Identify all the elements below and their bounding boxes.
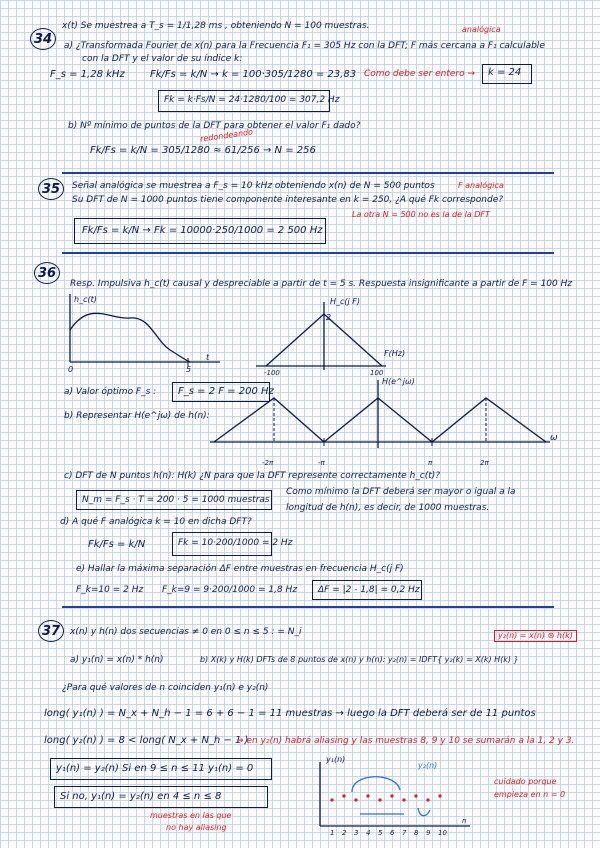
p36-e2: F_k=9 = 9·200/1000 = 1,8 Hz (162, 585, 298, 595)
hc-t0: 0 (68, 365, 74, 374)
p37-long2a: long( y₂(n) ) = 8 < long( N_x + N_h − 1 ) (44, 735, 249, 746)
x-tick-2: 2 (342, 829, 347, 837)
Hc-two: 2 (326, 313, 332, 322)
p37-redbox: y₂(n) = x(n) ⊛ h(k) (494, 630, 577, 642)
p35-eq: Fk/Fs = k/N → Fk = 10000·250/1000 = 2 500 Hz (82, 225, 323, 236)
p34-part-a-2: con la DFT y el valor de su índice k: (82, 54, 243, 64)
x-axis-n: n (462, 817, 467, 825)
problem-number-37: 37 (38, 620, 64, 642)
hc-label: h_c(t) (74, 295, 97, 304)
Hejw-label: H(e^jω) (382, 377, 415, 386)
p36-nm-note2: longitud de h(n), es decir, de 1000 muestras. (286, 503, 490, 513)
p36-part-e: e) Hallar la máxima separación ΔF entre muestras en frecuencia H_c(j F) (76, 564, 404, 574)
p37-eqa: y₁(n) = y₂(n) Si en 9 ≤ n ≤ 11 y₁(n) = 0 (56, 763, 254, 774)
p34-line1: x(t) Se muestrea a T_s = 1/1,28 ms , obteniendo N = 100 muestras. (62, 21, 370, 31)
Hc-freq-graph (256, 297, 396, 380)
p37-note1: muestras en las que (150, 811, 232, 820)
Hc-label: H_c(j F) (330, 297, 361, 306)
x-tick-9: 9 (426, 829, 431, 837)
problem-number-36: 36 (34, 262, 60, 284)
p37-note2: no hay aliasing (166, 823, 227, 832)
tick-mpi: -π (318, 459, 325, 467)
p34-note1: Como debe ser entero → (364, 69, 475, 79)
x-tick-6: 6 (390, 829, 395, 837)
p37-eqb: Si no, y₁(n) = y₂(n) en 4 ≤ n ≤ 8 (60, 791, 222, 802)
p37-long1: long( y₁(n) ) = N_x + N_h − 1 = 6 + 6 − 1 = 11 muestras → luego la DFT deberá ser de 11 puntos (44, 708, 536, 719)
p37-question: ¿Para qué valores de n coinciden y₁(n) e y₂(n) (62, 683, 269, 693)
separator-34 (62, 172, 554, 174)
p37-care2: empieza en n = 0 (494, 790, 566, 799)
p34-anno-analogica: analógica (462, 25, 501, 34)
x-tick-3: 3 (354, 829, 359, 837)
p36-eqd2: Fk = 10·200/1000 = 2 Hz (178, 538, 293, 548)
Hejw-omega: ω (550, 433, 558, 443)
p34-fs: F_s = 1,28 kHz (50, 69, 125, 80)
p35-fanalogica: F analógica (458, 181, 504, 190)
p36-part-a: a) Valor óptimo F_s : (64, 387, 157, 397)
p36-nm: N_m = F_s · T = 200 · 5 = 1000 muestras (82, 495, 270, 505)
p36-nm-note1: Como mínimo la DFT deberá ser mayor o igual a la (286, 487, 516, 497)
p36-part-d: d) A qué F analógica k = 10 en dicha DFT? (60, 517, 252, 527)
y2-plot-label: y₂(n) (418, 761, 438, 770)
x-tick-10: 10 (438, 829, 447, 837)
p34-eq2: Fk = k·Fs/N = 24·1280/100 = 307,2 Hz (164, 95, 340, 105)
p34-eq3: Fk/Fs = k/N = 305/1280 ≈ 61/256 → N = 256 (90, 145, 316, 156)
p34-part-b: b) Nº mínimo de puntos de la DFT para obtener el valor F₁ dado? (68, 121, 361, 131)
x-tick-4: 4 (366, 829, 371, 837)
p37-long2b: → en y₂(n) habrá aliasing y las muestras 8, 9 y 10 se sumarán a la 1, 2 y 3. (236, 736, 575, 746)
p35-note: La otra N = 500 no es la de la DFT (352, 210, 490, 219)
tick-m2pi: -2π (262, 459, 274, 467)
separator-36 (62, 606, 554, 608)
p36-part-b: b) Representar H(e^jω) de h(n): (64, 411, 210, 421)
yn-axis-label: y₁(n) (326, 755, 346, 764)
p36-e1: F_k=10 = 2 Hz (76, 585, 144, 595)
p36-part-c: c) DFT de N puntos h(n): H(k) ¿N para que la DFT represente correctamente h_c(t)? (64, 471, 441, 481)
tick-2pi: 2π (480, 459, 489, 467)
Hc-100: 100 (370, 369, 384, 377)
hc-t5: 5 (186, 365, 192, 374)
p34-redondeando: redondeando (199, 127, 254, 144)
x-tick-5: 5 (378, 829, 383, 837)
p37-care1: cuidado porque (494, 777, 557, 786)
p37-part-a: a) y₁(n) = x(n) * h(n) (70, 655, 164, 665)
p34-k: k = 24 (488, 67, 522, 78)
p36-eqd1: Fk/Fs = k/N (88, 539, 146, 550)
hc-t-axis: t (206, 353, 210, 362)
Hejw-graph (210, 378, 560, 458)
x-tick-8: 8 (414, 829, 419, 837)
p36-fs-opt: F_s = 2 F = 200 Hz (178, 386, 274, 397)
p35-line2: Su DFT de N = 1000 puntos tiene componente interesante en k = 250, ¿A qué Fk corresponde? (72, 195, 504, 205)
tick-pi: π (428, 459, 433, 467)
x-tick-1: 1 (330, 829, 335, 837)
p35-line1: Señal analógica se muestrea a F_s = 10 kHz obteniendo x(n) de N = 500 puntos (72, 181, 435, 191)
separator-35 (62, 252, 554, 254)
p36-e3: ΔF = |2 - 1,8| = 0,2 Hz (318, 585, 420, 595)
p36-line1: Resp. Impulsiva h_c(t) causal y despreciable a partir de t = 5 s. Respuesta insignificante a partir de F = 100 Hz (70, 279, 573, 289)
problem-number-34: 34 (30, 28, 56, 50)
Hc-m100: -100 (264, 369, 280, 377)
p37-part-b: b) X(k) y H(k) DFTs de 8 puntos de x(n) y h(n): y₂(n) = IDFT{ y₂(k) = X(k) H(k) } (200, 655, 519, 664)
Hc-fhz: F(Hz) (384, 349, 406, 358)
x-tick-7: 7 (402, 829, 407, 837)
p37-line1: x(n) y h(n) dos secuencias ≠ 0 en 0 ≤ n ≤ 5 : = N_i (70, 627, 302, 637)
p34-part-a: a) ¿Transformada Fourier de x(n) para la Frecuencia F₁ = 305 Hz con la DFT; F más cercana a F₁ calculable (64, 41, 545, 51)
p34-eq1: Fk/Fs = k/N → k = 100·305/1280 = 23,83 (150, 69, 357, 80)
problem-number-35: 35 (38, 178, 64, 200)
yn-sample-plot (300, 760, 480, 840)
